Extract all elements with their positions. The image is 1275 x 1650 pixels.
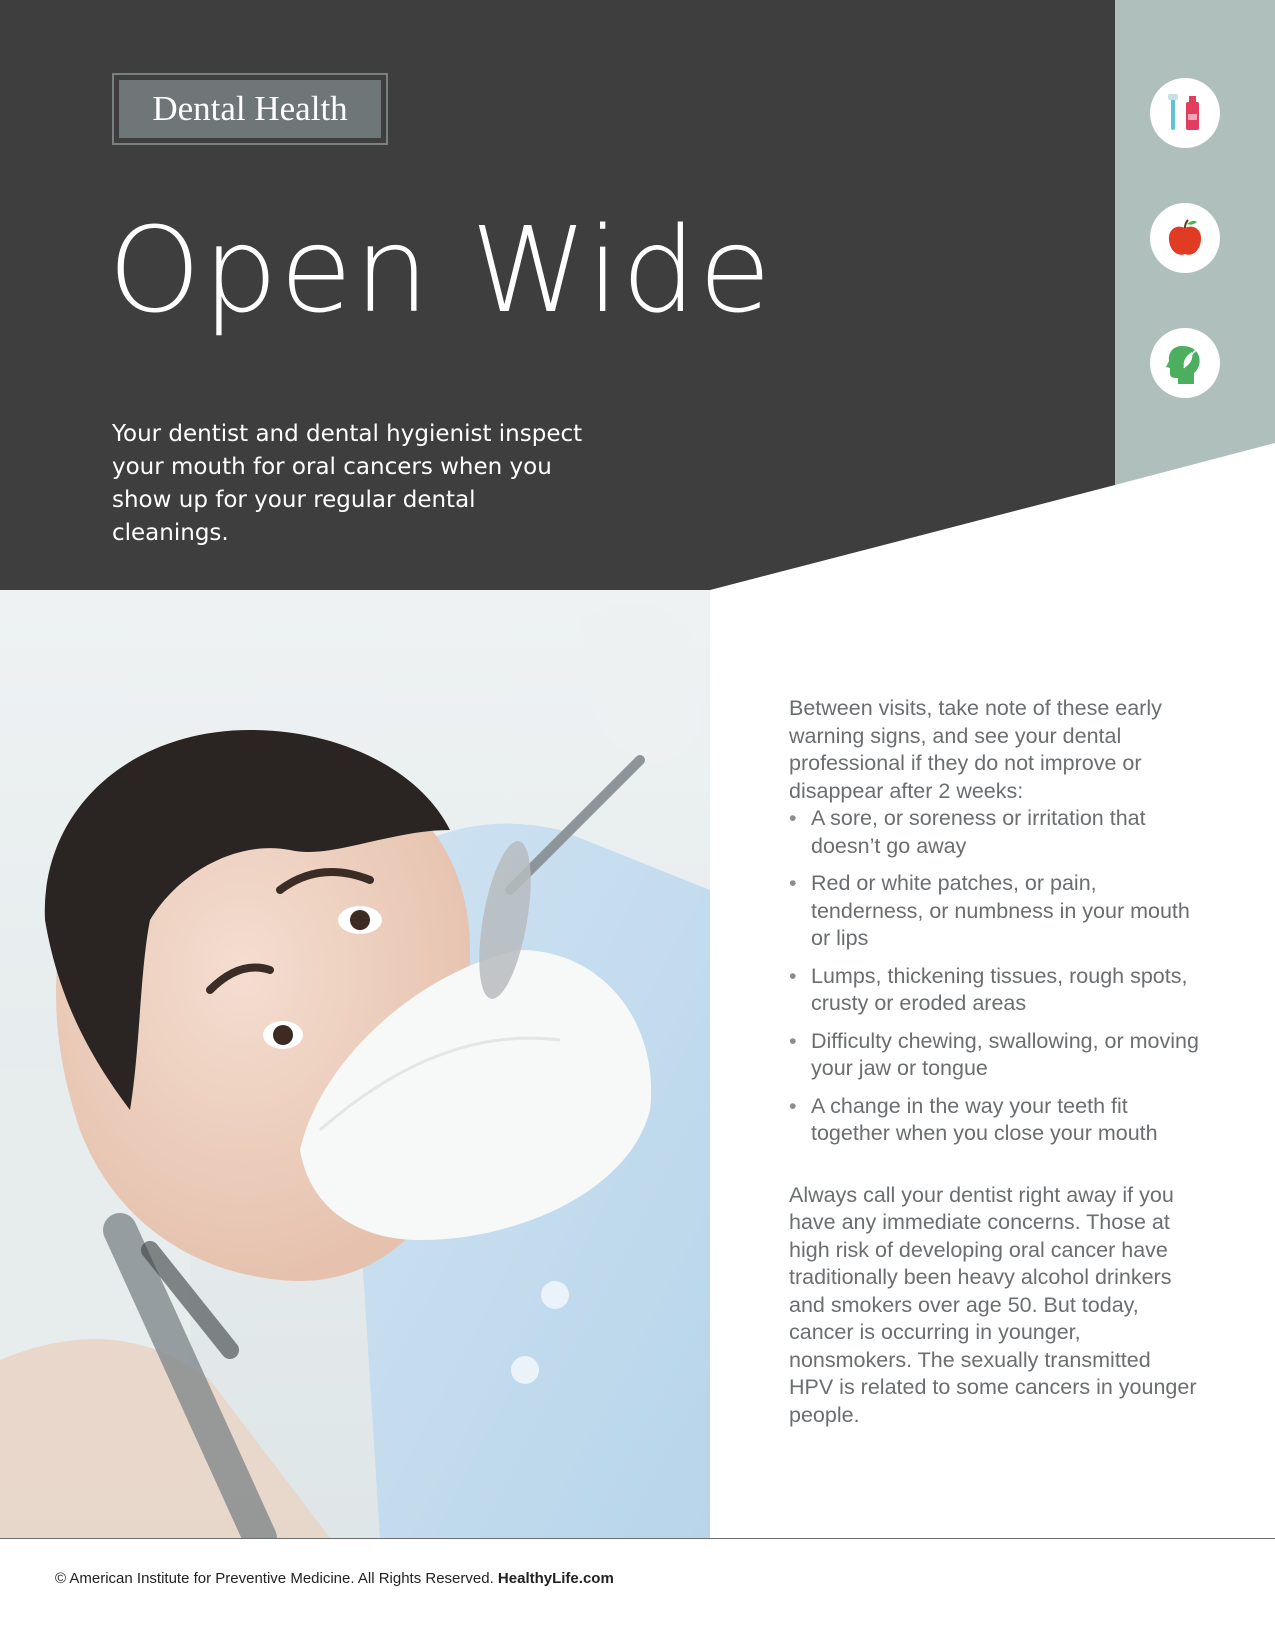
closing-paragraph: Always call your dentist right away if you have any immediate concerns. Those at high risk of developing oral cancer have traditionally been heavy alcohol drinkers and smokers over age 50. But today, cancer is occurring in younger, nonsmokers. The sexually transmitted HPV is related to some cancers in younger people. bbox=[789, 1182, 1197, 1427]
category-badge-label: Dental Health bbox=[119, 80, 381, 138]
lead-paragraph: Between visits, take note of these early warning signs, and see your dental professional if they do not improve or disappear after 2 weeks: bbox=[789, 696, 1162, 803]
list-item: • Red or white patches, or pain, tenderness, or numbness in your mouth or lips bbox=[789, 870, 1199, 953]
intro-text: Your dentist and dental hygienist inspect your mouth for oral cancers when you show up for your regular dental cleanings. bbox=[112, 421, 583, 546]
dentist-photo bbox=[0, 590, 710, 1538]
page-title: Open Wide bbox=[108, 201, 774, 339]
site-link[interactable]: HealthyLife.com bbox=[497, 1570, 614, 1587]
article-body bbox=[789, 695, 1199, 1429]
toothbrush-toothpaste-icon bbox=[1150, 78, 1220, 148]
list-item: • Difficulty chewing, swallowing, or moving your jaw or tongue bbox=[789, 1028, 1199, 1083]
header-band bbox=[0, 0, 1275, 590]
warning-signs-list bbox=[789, 805, 1199, 1148]
list-item: • Lumps, thickening tissues, rough spots, crusty or eroded areas bbox=[789, 963, 1199, 1018]
footer-divider bbox=[0, 1538, 1275, 1539]
copyright-text: © American Institute for Preventive Medicine. All Rights Reserved. bbox=[55, 1570, 494, 1587]
apple-icon bbox=[1150, 203, 1220, 273]
footer bbox=[55, 1570, 614, 1587]
list-item: • A sore, or soreness or irritation that doesn’t go away bbox=[789, 805, 1199, 860]
list-item: • A change in the way your teeth fit together when you close your mouth bbox=[789, 1093, 1199, 1148]
head-leaf-icon bbox=[1150, 328, 1220, 398]
category-badge bbox=[112, 73, 388, 145]
